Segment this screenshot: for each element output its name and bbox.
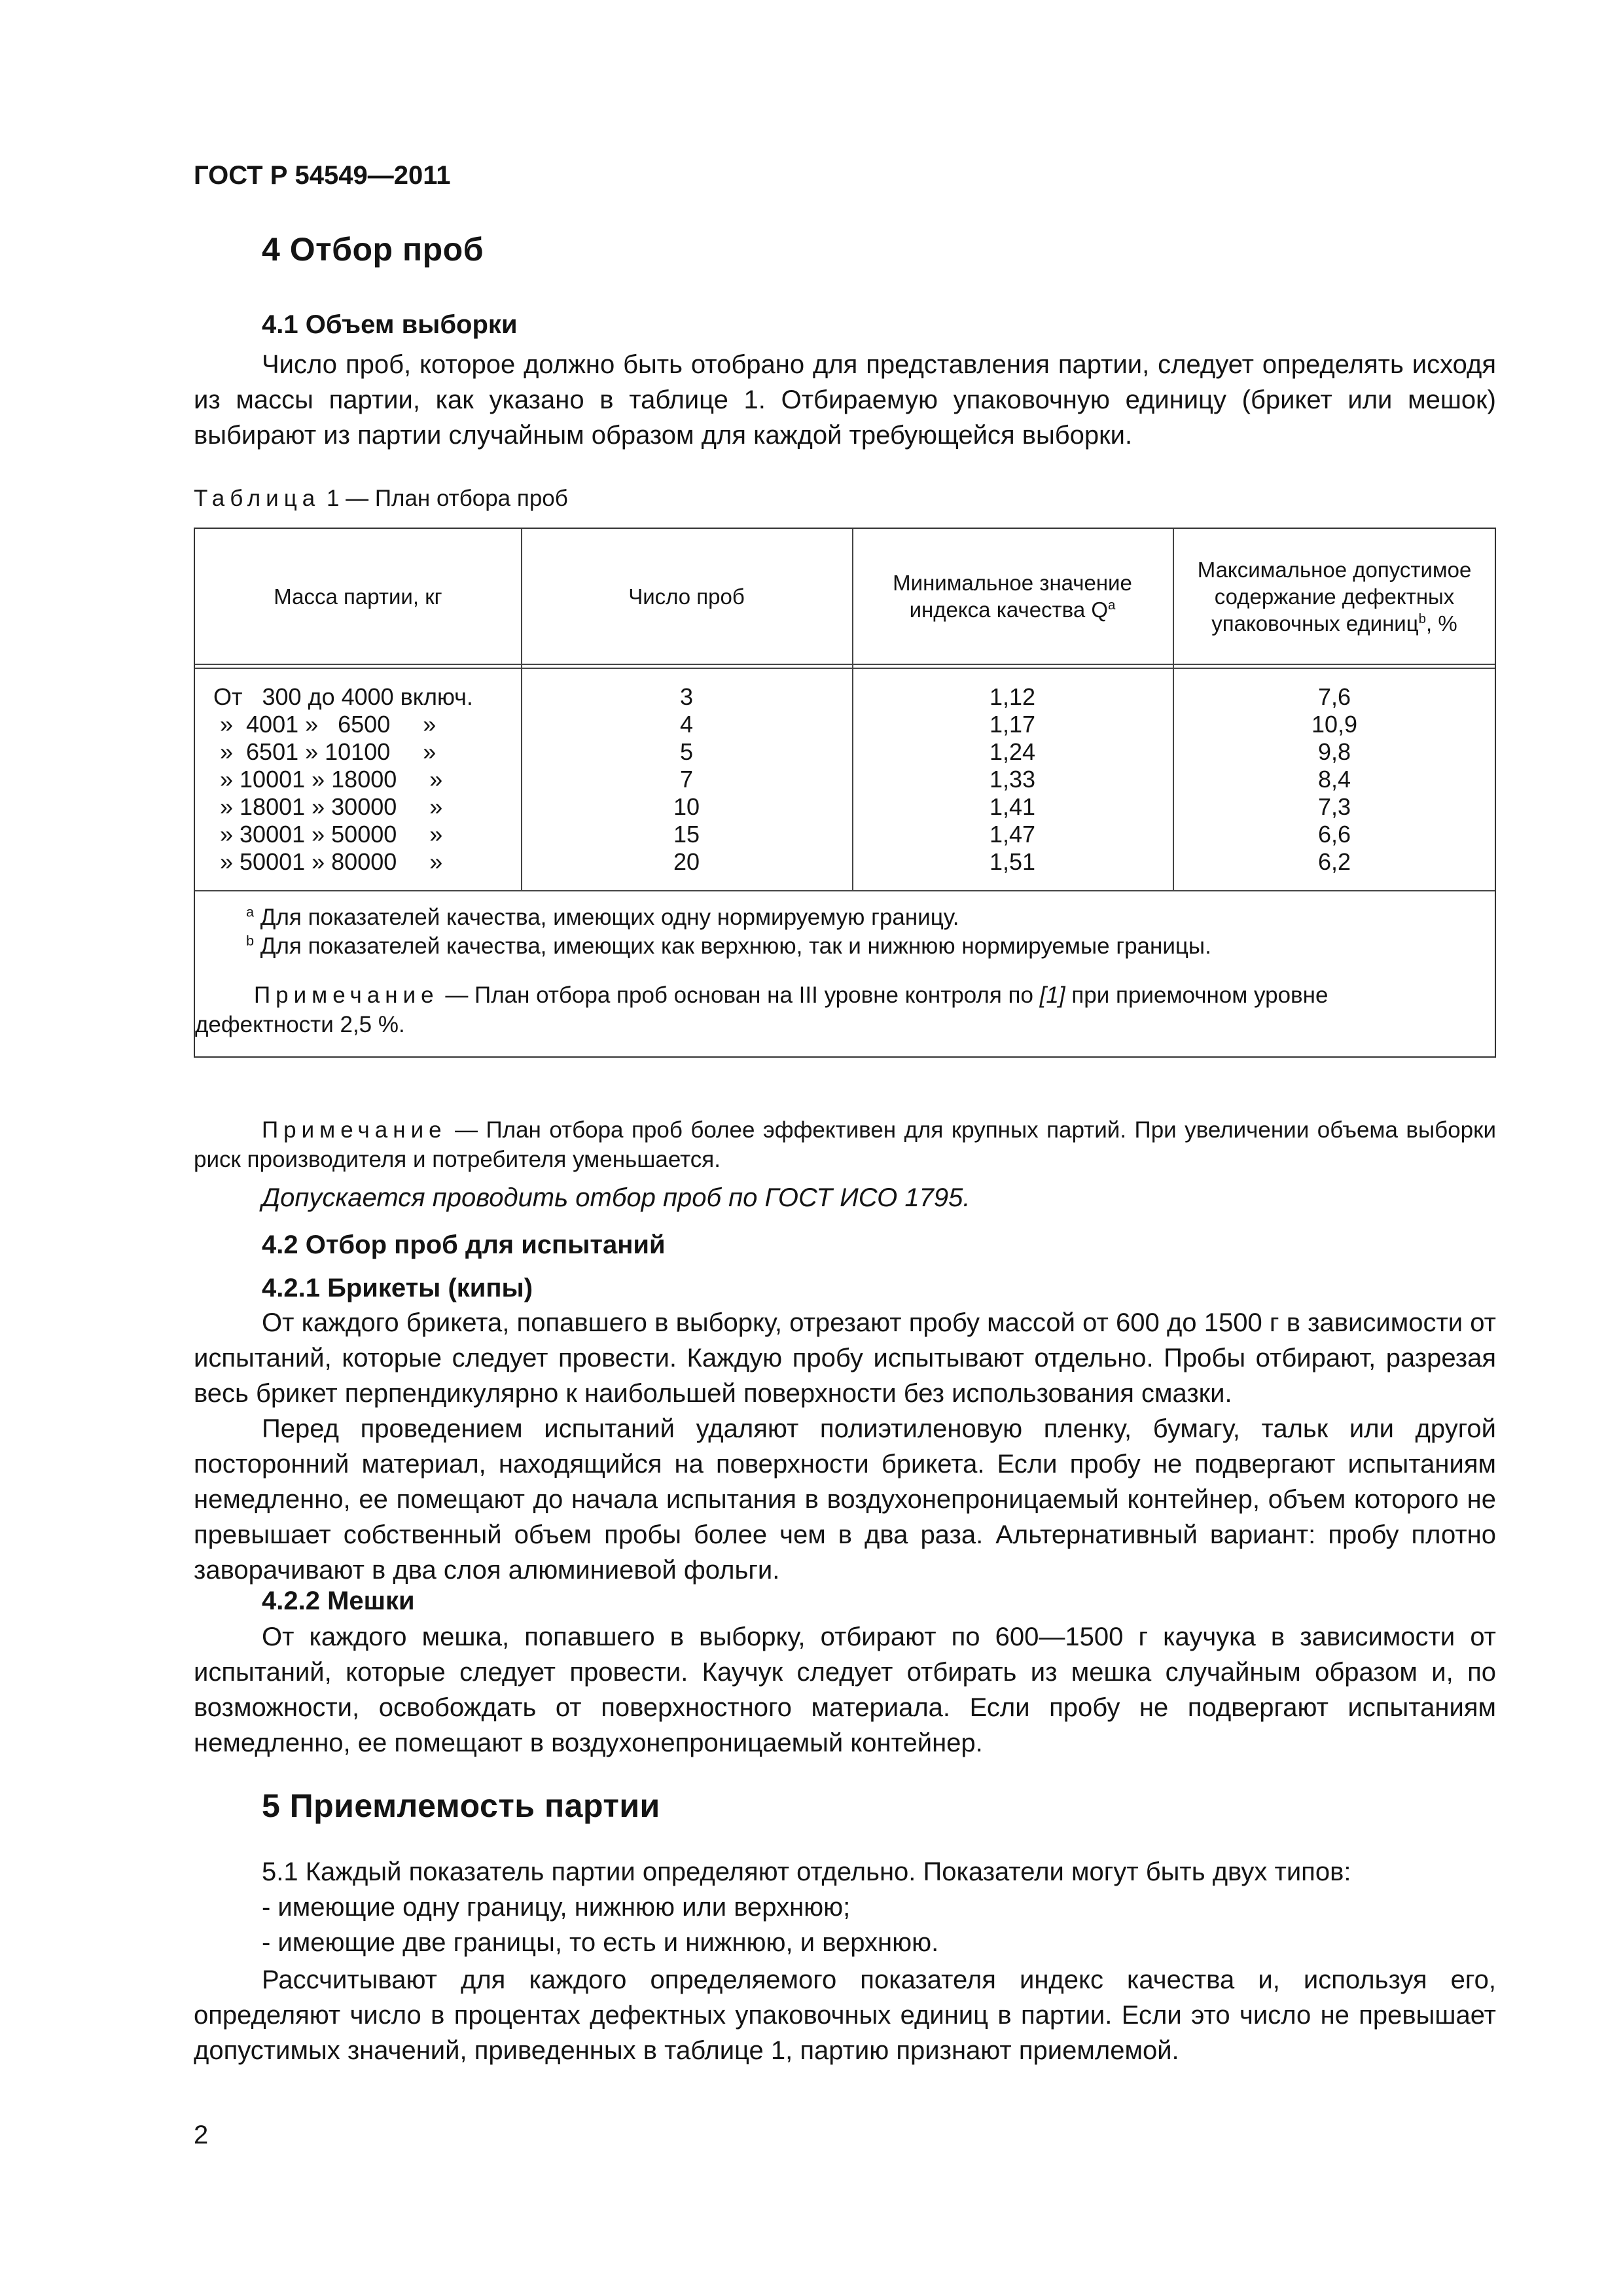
section-4-heading: 4 Отбор проб: [262, 231, 484, 268]
table-cell: 1,24: [989, 738, 1036, 765]
table-cell: » 4001 » 6500 »: [213, 711, 437, 738]
table-cell: » 6501 » 10100 »: [213, 738, 437, 765]
after-table-note: [194, 1115, 1496, 1174]
header-max-defective-text: Максимальное допустимое содержание дефектных упаковочных единиц: [1197, 557, 1472, 636]
table-cell: 15: [673, 821, 700, 848]
table-cell: » 10001 » 18000 »: [213, 766, 443, 793]
footnote-a-ref: a: [1108, 598, 1116, 613]
table-note-word: Примечание: [254, 982, 439, 1008]
column-max-defective: [1173, 683, 1496, 876]
table-cell: 9,8: [1317, 738, 1351, 765]
table-cell: 7,3: [1317, 793, 1351, 820]
table-cell: 3: [679, 683, 694, 710]
table-cell: » 50001 » 80000 »: [213, 848, 443, 875]
table-note-text: — План отбора проб основан на III уровне контроля по: [438, 982, 1040, 1008]
section-4-1-heading: 4.1 Объем выборки: [262, 310, 518, 339]
table-footnote-a: [246, 903, 1476, 932]
column-min-quality-index: [852, 683, 1173, 876]
section-4-2-1-paragraph-2: Перед проведением испытаний удаляют полиэтиленовую пленку, бумагу, тальк или другой посторонний материал, находящийся на поверхности брикета. Если пробу не подвергают испытаниям немедленно, ее помещают до начала испытания в воздухонепроницаемый контейнер, объем которого не превышает собственный объем пробы более чем в два раза. Альтернативный вариант: пробу плотно заворачивают в два слоя алюминиевой фольги.: [194, 1414, 1496, 1585]
table-cell: 7: [679, 766, 694, 793]
table-note-text-end: при приемочном уровне дефектности 2,5 %.: [195, 982, 1329, 1037]
table-header-rule: [195, 664, 1495, 665]
table-header-rule-double: [195, 668, 1495, 669]
header-max-defective-unit: , %: [1426, 611, 1457, 636]
table-cell: 4: [679, 711, 694, 738]
section-5-paragraph: Рассчитывают для каждого определяемого показателя индекс качества и, используя его, определяют число в процентах дефектных упаковочных единиц в партии. Если это число не превышает допустимых значений, приведенных в таблице 1, партию признают приемлемой.: [194, 1965, 1496, 2065]
note-text: — План отбора проб более эффективен для крупных партий. При увеличении объема выборки риск производителя и потребителя уменьшается.: [194, 1117, 1496, 1172]
table-cell: 1,41: [989, 793, 1036, 820]
section-5-1-line: 5.1 Каждый показатель партии определяют отдельно. Показатели могут быть двух типов:: [262, 1857, 1351, 1886]
section-4-2-2-heading: 4.2.2 Мешки: [262, 1587, 415, 1615]
table-cell: » 18001 » 30000 »: [213, 793, 443, 820]
table-cell: 6,2: [1317, 848, 1351, 875]
header-min-quality-text: Минимальное значение индекса качества Q: [893, 571, 1132, 622]
table-caption-word: Таблица: [194, 486, 321, 511]
section-4-2-heading: 4.2 Отбор проб для испытаний: [262, 1230, 666, 1259]
table-body-rule: [195, 890, 1495, 891]
table-caption-text: 1 — План отбора проб: [320, 486, 568, 511]
table-1-caption: [194, 486, 568, 512]
header-lot-mass: Масса партии, кг: [274, 584, 442, 609]
section-5-heading: 5 Приемлемость партии: [262, 1787, 660, 1824]
list-item: - имеющие две границы, то есть и нижнюю, и верхнюю.: [262, 1928, 939, 1957]
table-cell: 6,6: [1317, 821, 1351, 848]
table-cell: 1,33: [989, 766, 1036, 793]
table-cell: 10,9: [1311, 711, 1358, 738]
table-note: [195, 980, 1497, 1039]
section-4-1-paragraph: Число проб, которое должно быть отобрано для представления партии, следует определять исходя из массы партии, как указано в таблице 1. Отбираемую упаковочную единицу (брикет или мешок) выбирают из партии случайным образом для каждой требующейся выборки.: [194, 350, 1496, 450]
header-max-defective: [1173, 529, 1496, 664]
table-cell: 1,17: [989, 711, 1036, 738]
table-cell: 1,51: [989, 848, 1036, 875]
list-item: - имеющие одну границу, нижнюю или верхнюю;: [262, 1893, 851, 1922]
page-number: 2: [194, 2121, 209, 2149]
table-cell: 20: [673, 848, 700, 875]
section-4-2-1-heading: 4.2.1 Брикеты (кипы): [262, 1274, 533, 1302]
bibliography-ref: [1]: [1039, 982, 1065, 1008]
sampling-plan-table: [194, 528, 1496, 1058]
table-footnote-b: [246, 932, 1476, 961]
footnote-a-text: Для показателей качества, имеющих одну нормируемую границу.: [254, 905, 959, 930]
table-cell: 10: [673, 793, 700, 820]
section-4-2-1-paragraph-1: От каждого брикета, попавшего в выборку, отрезают пробу массой от 600 до 1500 г в зависимости от испытаний, которые следует провести. Каждую пробу испытывают отдельно. Пробы отбирают, разрезая весь брикет перпендикулярно к наибольшей поверхности без использования смазки.: [194, 1308, 1496, 1408]
table-cell: От 300 до 4000 включ.: [213, 683, 473, 710]
section-4-2-2-paragraph: От каждого мешка, попавшего в выборку, отбирают по 600—1500 г каучука в зависимости от испытаний, которые следует провести. Каучук следует отбирать из мешка случайным образом и, по возможности, освобождать от поверхностного материала. Если пробу не подвергают испытаниям немедленно, ее помещают в воздухонепроницаемый контейнер.: [194, 1623, 1496, 1757]
table-cell: 1,47: [989, 821, 1036, 848]
table-cell: 7,6: [1317, 683, 1351, 710]
column-sample-count: [521, 683, 852, 876]
column-lot-mass: [213, 683, 514, 876]
header-min-quality-index: [852, 529, 1173, 664]
table-cell: 5: [679, 738, 694, 765]
footnote-a-mark: a: [246, 903, 255, 920]
header-sample-count: Число проб: [628, 584, 745, 609]
table-cell: 8,4: [1317, 766, 1351, 793]
table-cell: 1,12: [989, 683, 1036, 710]
gost-reference-line: Допускается проводить отбор проб по ГОСТ ИСО 1795.: [262, 1183, 971, 1212]
footnote-b-ref: b: [1418, 611, 1427, 626]
document-id: ГОСТ Р 54549—2011: [194, 161, 451, 190]
footnote-b-mark: b: [246, 932, 255, 949]
footnote-b-text: Для показателей качества, имеющих как верхнюю, так и нижнюю нормируемые границы.: [254, 933, 1211, 959]
note-word: Примечание: [262, 1117, 447, 1143]
table-cell: » 30001 » 50000 »: [213, 821, 443, 848]
